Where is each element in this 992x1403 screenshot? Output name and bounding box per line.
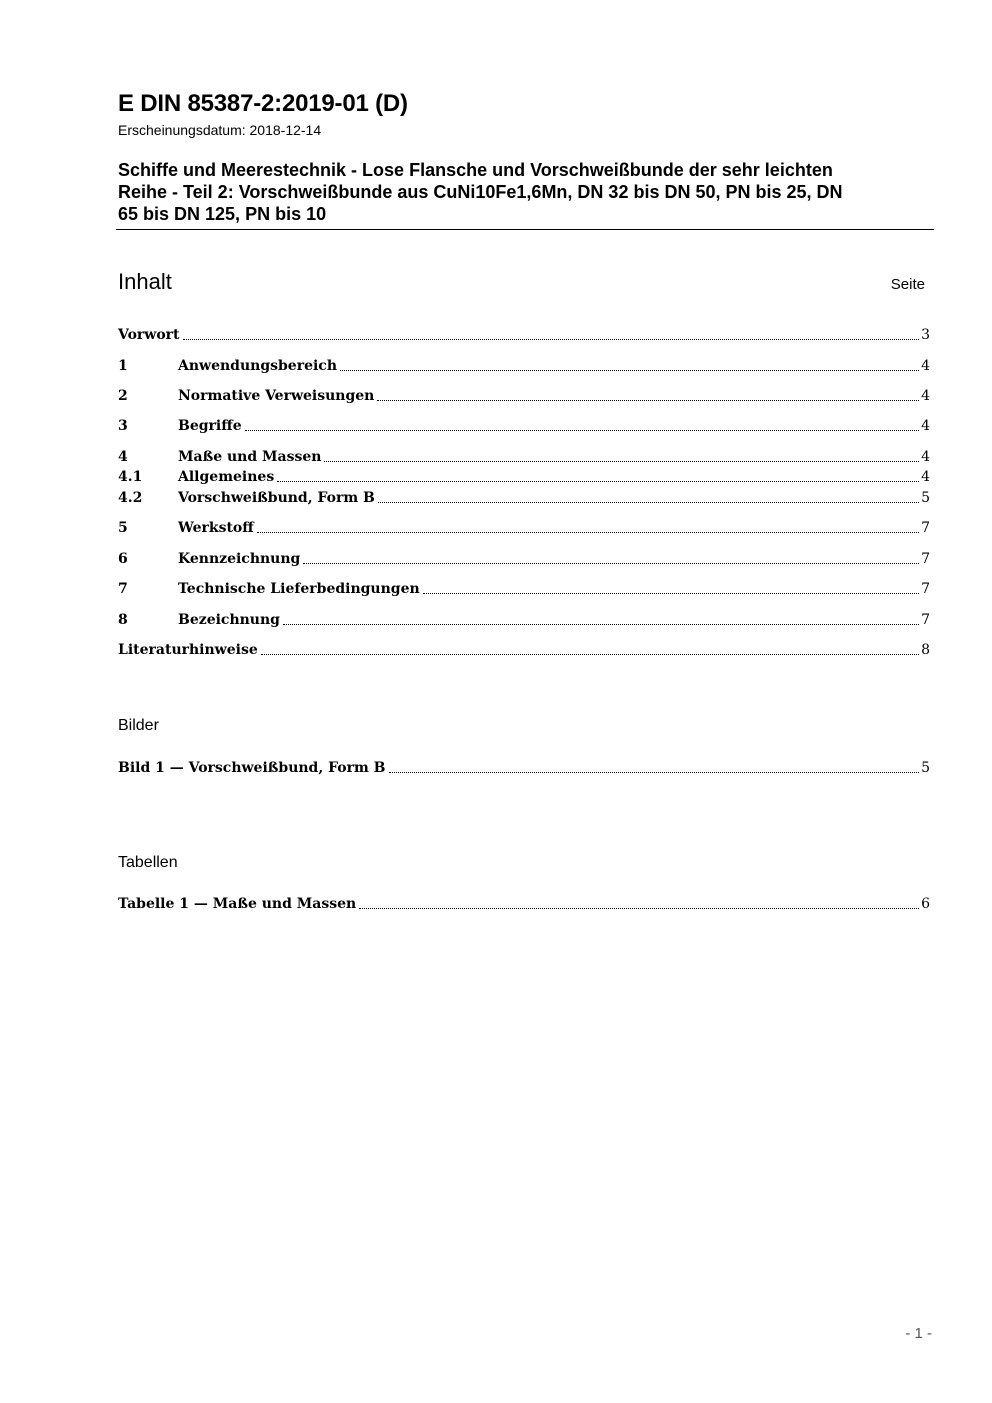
toc-entry-text: Werkstoff <box>178 520 254 536</box>
table-entry-1[interactable] <box>118 893 930 913</box>
subtitle-line-3: 65 bis DN 125, PN bis 10 <box>118 204 327 224</box>
toc-entry-page: 7 <box>921 612 930 628</box>
toc-entry-page: 4 <box>921 469 930 485</box>
leader-dots <box>283 623 919 625</box>
toc-entry-text: Kennzeichnung <box>178 551 301 567</box>
toc-entry-text: Allgemeines <box>178 469 275 485</box>
toc-entry-6[interactable] <box>118 548 930 568</box>
leader-dots <box>183 338 920 340</box>
toc-entry-text: Begriffe <box>178 418 242 434</box>
leader-dots <box>257 531 919 533</box>
table-entry-page: 6 <box>921 896 930 912</box>
document-title: E DIN 85387-2:2019-01 (D) <box>118 90 408 117</box>
toc-entry-4-2[interactable] <box>118 487 930 507</box>
toc-entry-text: Bezeichnung <box>178 612 280 628</box>
toc-entry-1[interactable] <box>118 355 930 375</box>
toc-entry-5[interactable] <box>118 517 930 537</box>
toc-entry-text: Anwendungsbereich <box>178 358 337 374</box>
figure-entry-page: 5 <box>921 760 930 776</box>
leader-dots <box>277 480 919 482</box>
toc-entry-4-1[interactable] <box>118 466 930 486</box>
toc-entry-page: 7 <box>921 520 930 536</box>
toc-entry-number: 6 <box>118 551 128 567</box>
leader-dots <box>378 501 919 503</box>
toc-entry-text: Maße und Massen <box>178 449 322 465</box>
leader-dots <box>245 429 919 431</box>
toc-entry-number: 1 <box>118 358 128 374</box>
page-column-label: Seite <box>890 276 925 293</box>
toc-entry-number: 5 <box>118 520 128 536</box>
toc-entry-vorwort[interactable] <box>118 324 930 344</box>
toc-entry-7[interactable] <box>118 578 930 598</box>
figure-entry-1[interactable] <box>118 757 930 777</box>
leader-dots <box>389 771 920 773</box>
toc-entry-page: 7 <box>921 581 930 597</box>
toc-entry-number: 8 <box>118 612 128 628</box>
toc-entry-page: 3 <box>921 327 930 343</box>
toc-entry-number: 4.2 <box>118 490 143 506</box>
toc-entry-8[interactable] <box>118 609 930 629</box>
toc-entry-literaturhinweise[interactable] <box>118 639 930 659</box>
toc-entry-number: 4 <box>118 449 128 465</box>
leader-dots <box>377 399 919 401</box>
toc-entry-4[interactable] <box>118 446 930 466</box>
toc-entry-page: 7 <box>921 551 930 567</box>
toc-entry-number: 7 <box>118 581 128 597</box>
page-number: - 1 - <box>905 1325 932 1342</box>
toc-entry-page: 5 <box>921 490 930 506</box>
figures-heading: Bilder <box>118 717 159 734</box>
leader-dots <box>359 907 919 909</box>
toc-entry-number: 3 <box>118 418 128 434</box>
document-subtitle <box>118 159 933 225</box>
toc-entry-text: Vorschweißbund, Form B <box>178 490 375 506</box>
toc-entry-number: 4.1 <box>118 469 143 485</box>
toc-heading: Inhalt <box>118 269 172 294</box>
toc-entry-page: 4 <box>921 388 930 404</box>
leader-dots <box>324 460 919 462</box>
leader-dots <box>340 369 919 371</box>
toc-entry-text: Vorwort <box>118 327 180 343</box>
leader-dots <box>423 592 919 594</box>
toc-entry-text: Literaturhinweise <box>118 642 258 658</box>
table-entry-text: Tabelle 1 — Maße und Massen <box>118 896 357 912</box>
toc-entry-text: Technische Lieferbedingungen <box>178 581 420 597</box>
subtitle-line-2: Reihe - Teil 2: Vorschweißbunde aus CuNi10Fe1,6Mn, DN 32 bis DN 50, PN bis 25, DN <box>118 182 843 202</box>
figure-entry-text: Bild 1 — Vorschweißbund, Form B <box>118 760 386 776</box>
toc-entry-page: 8 <box>921 642 930 658</box>
toc-entry-text: Normative Verweisungen <box>178 388 375 404</box>
toc-entry-page: 4 <box>921 358 930 374</box>
leader-dots <box>303 562 919 564</box>
subtitle-line-1: Schiffe und Meerestechnik - Lose Flansche und Vorschweißbunde der sehr leichten <box>118 160 833 180</box>
leader-dots <box>261 653 919 655</box>
publication-date: Erscheinungsdatum: 2018-12-14 <box>118 122 322 138</box>
toc-entry-page: 4 <box>921 449 930 465</box>
title-divider <box>116 229 934 230</box>
toc-entry-page: 4 <box>921 418 930 434</box>
toc-entry-3[interactable] <box>118 415 930 435</box>
toc-entry-number: 2 <box>118 388 128 404</box>
tables-heading: Tabellen <box>118 854 178 871</box>
toc-entry-2[interactable] <box>118 385 930 405</box>
